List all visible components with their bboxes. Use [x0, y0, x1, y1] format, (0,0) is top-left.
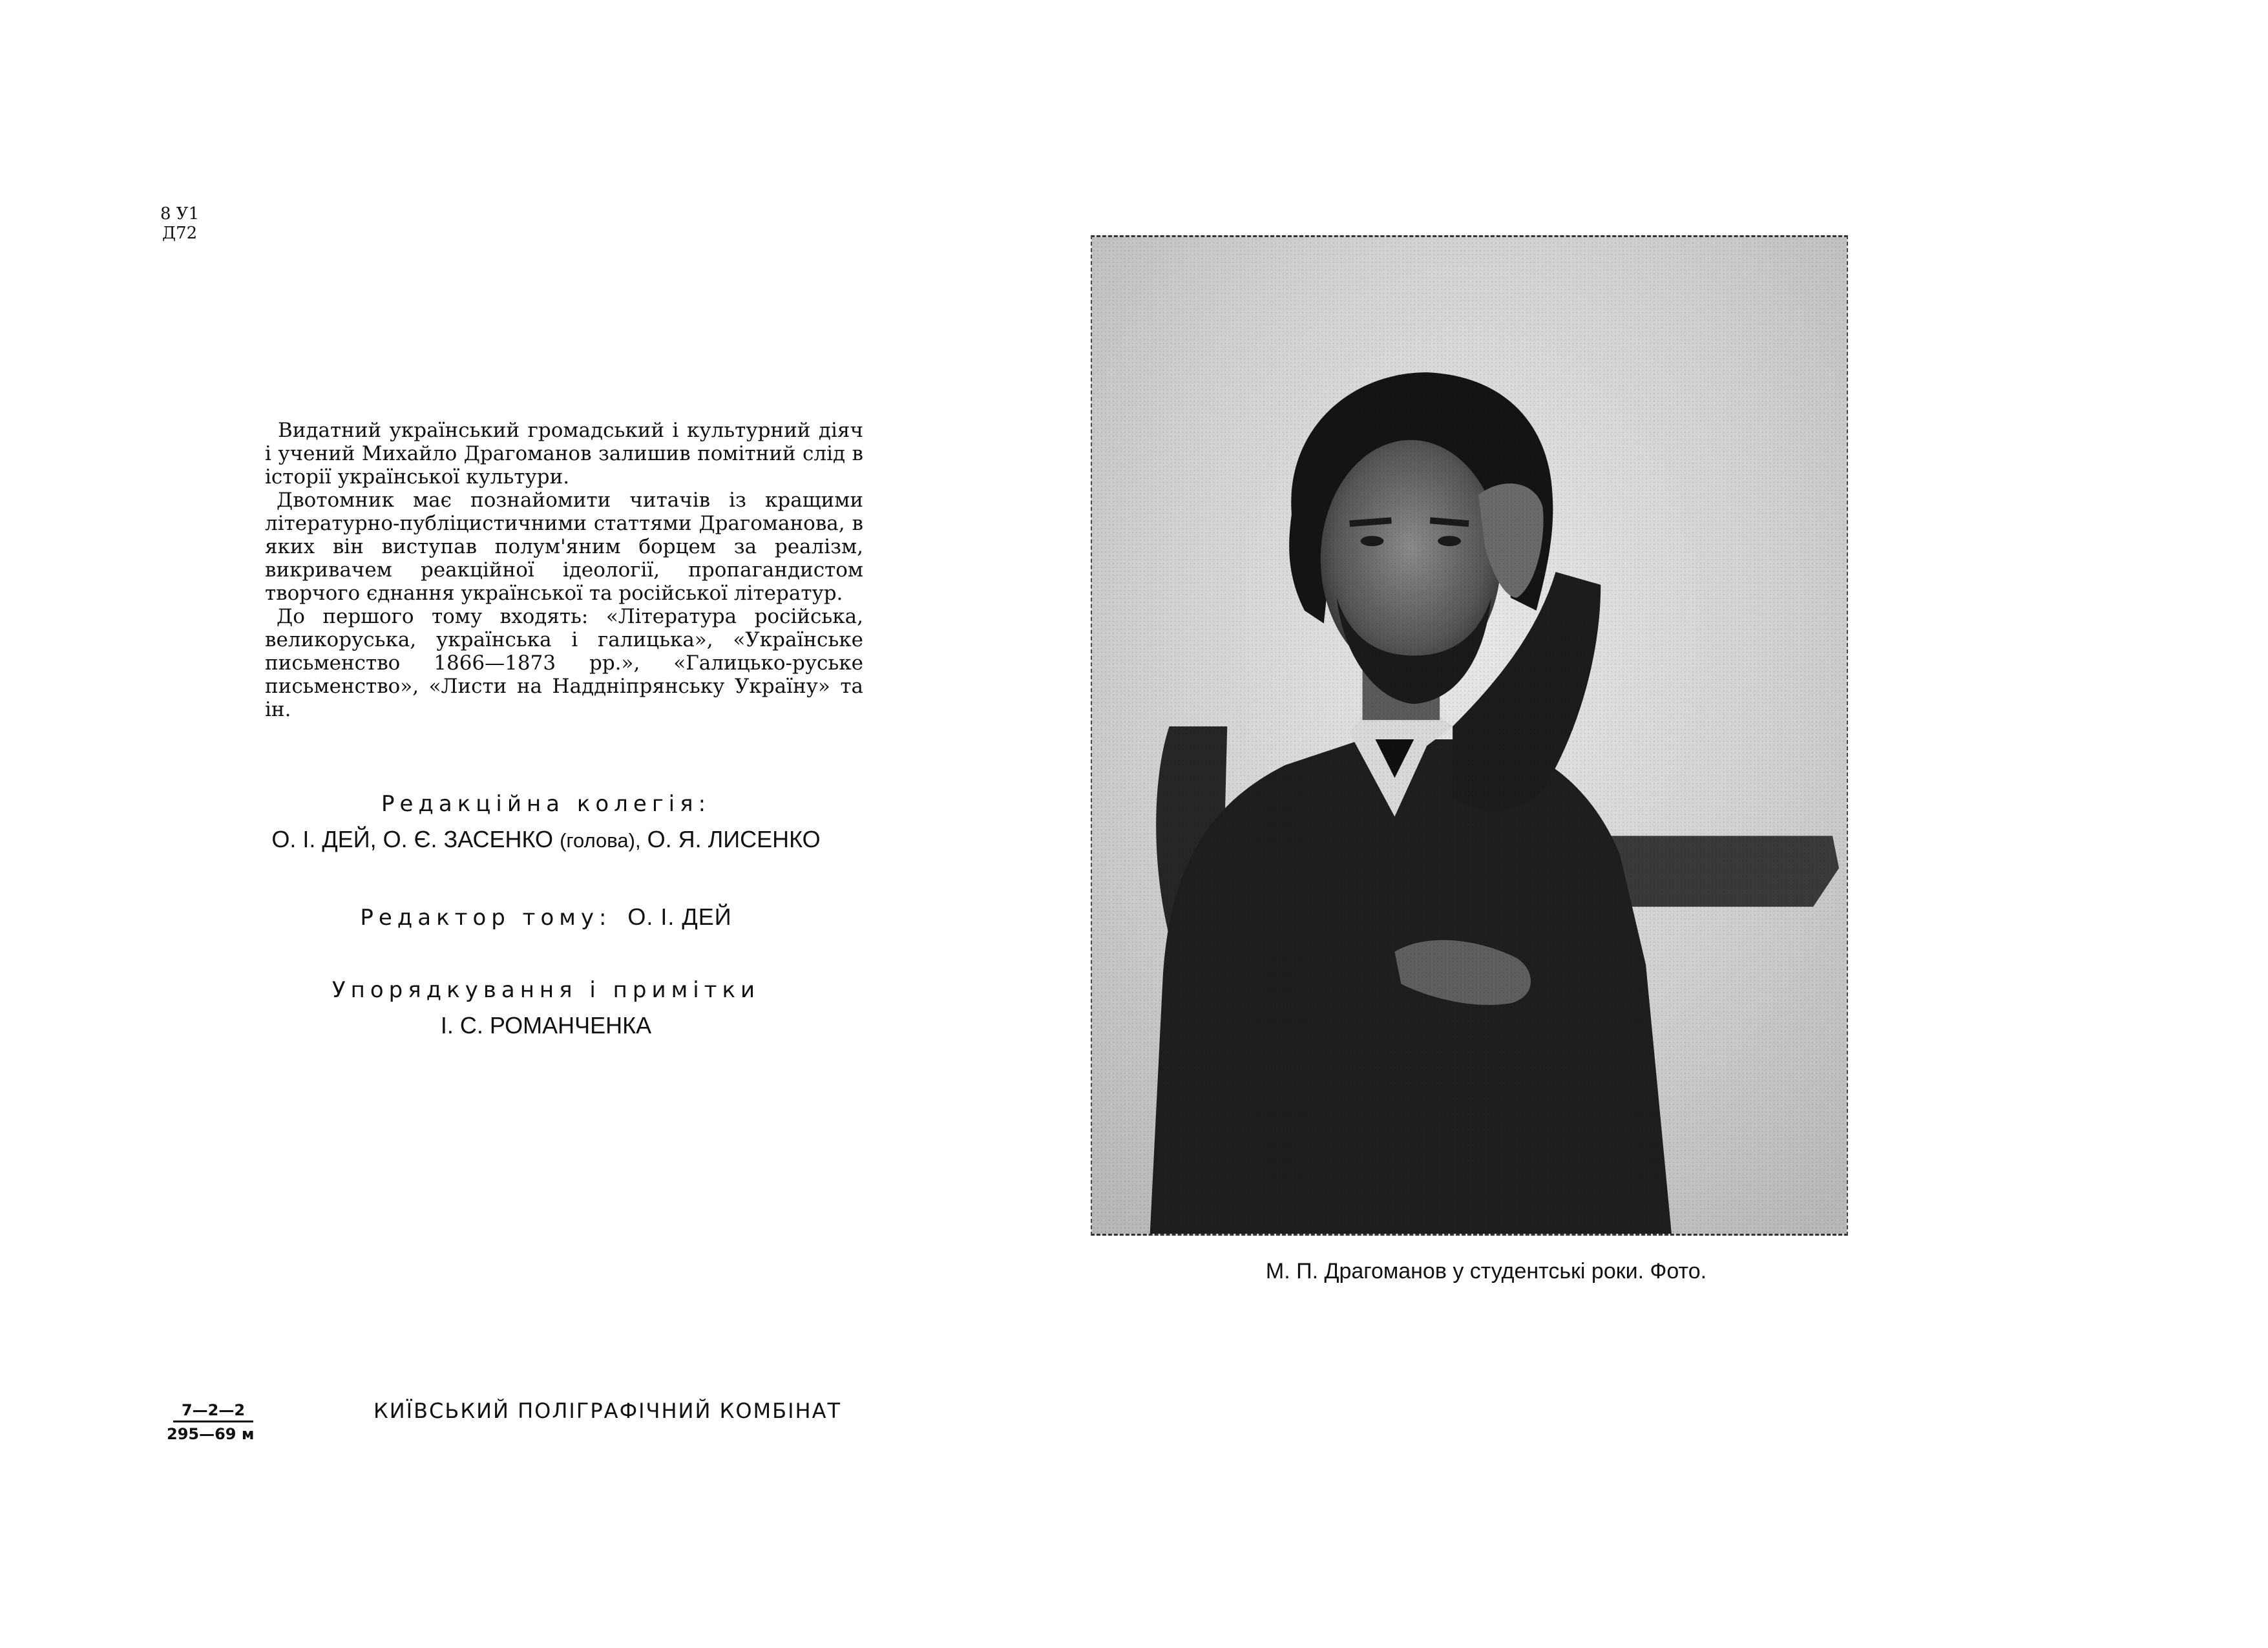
board-member-dei: О. І. ДЕЙ, [271, 826, 377, 852]
library-classification-code [160, 204, 199, 243]
volume-editor-name: О. І. ДЕЙ [627, 903, 732, 930]
annotation-paragraph: Видатний український громадський і культурний діяч і учений Михайло Драгоманов залишив помітний слід в історії української культури. [265, 419, 863, 489]
library-code-line2: Д72 [162, 224, 198, 243]
annotation-paragraph: Двотомник має познайомити читачів із кращими літературно-публіцистичними статтями Драгоманова, в яких він виступав полум'яним борцем за реалізм, викривачем реакційної ідеології, пропагандистом творчого єднання української та російської літератур. [265, 489, 863, 605]
annotation-paragraph: До першого тому входять: «Література російська, великоруська, українська і галицька», «Українське письменство 1866—1873 рр.», «Галицько-руське письменство», «Листи на Наддніпрянську Україну» та ін. [265, 605, 863, 721]
volume-editor-line [194, 903, 898, 931]
portrait-photo [1091, 235, 1848, 1236]
board-member-zasenko: О. Є. ЗАСЕНКО [383, 826, 554, 852]
compilation-heading: Упорядкування і примітки [331, 977, 761, 1003]
imprint-code [167, 1401, 262, 1443]
compiler-name: І. С. РОМАНЧЕНКА [440, 1012, 652, 1039]
printer-name: КИЇВСЬКИЙ ПОЛІГРАФІЧНИЙ КОМБІНАТ [373, 1399, 841, 1423]
book-annotation [265, 419, 863, 721]
editorial-board-heading: Редакційна колегія: [381, 791, 711, 817]
volume-editor-label: Редактор тому: [360, 905, 612, 931]
board-member-lysenko: О. Я. ЛИСЕНКО [647, 826, 821, 852]
board-member-role: (голова), [560, 829, 641, 852]
library-code-line1: 8 У1 [160, 204, 200, 224]
imprint-code-top: 7—2—2 [173, 1401, 253, 1422]
portrait-drawing [1092, 237, 1847, 1234]
portrait-caption: М. П. Драгоманов у студентські роки. Фото. [1265, 1259, 1707, 1284]
editorial-board-members [194, 826, 898, 853]
imprint-code-bottom: 295—69 м [167, 1425, 255, 1443]
